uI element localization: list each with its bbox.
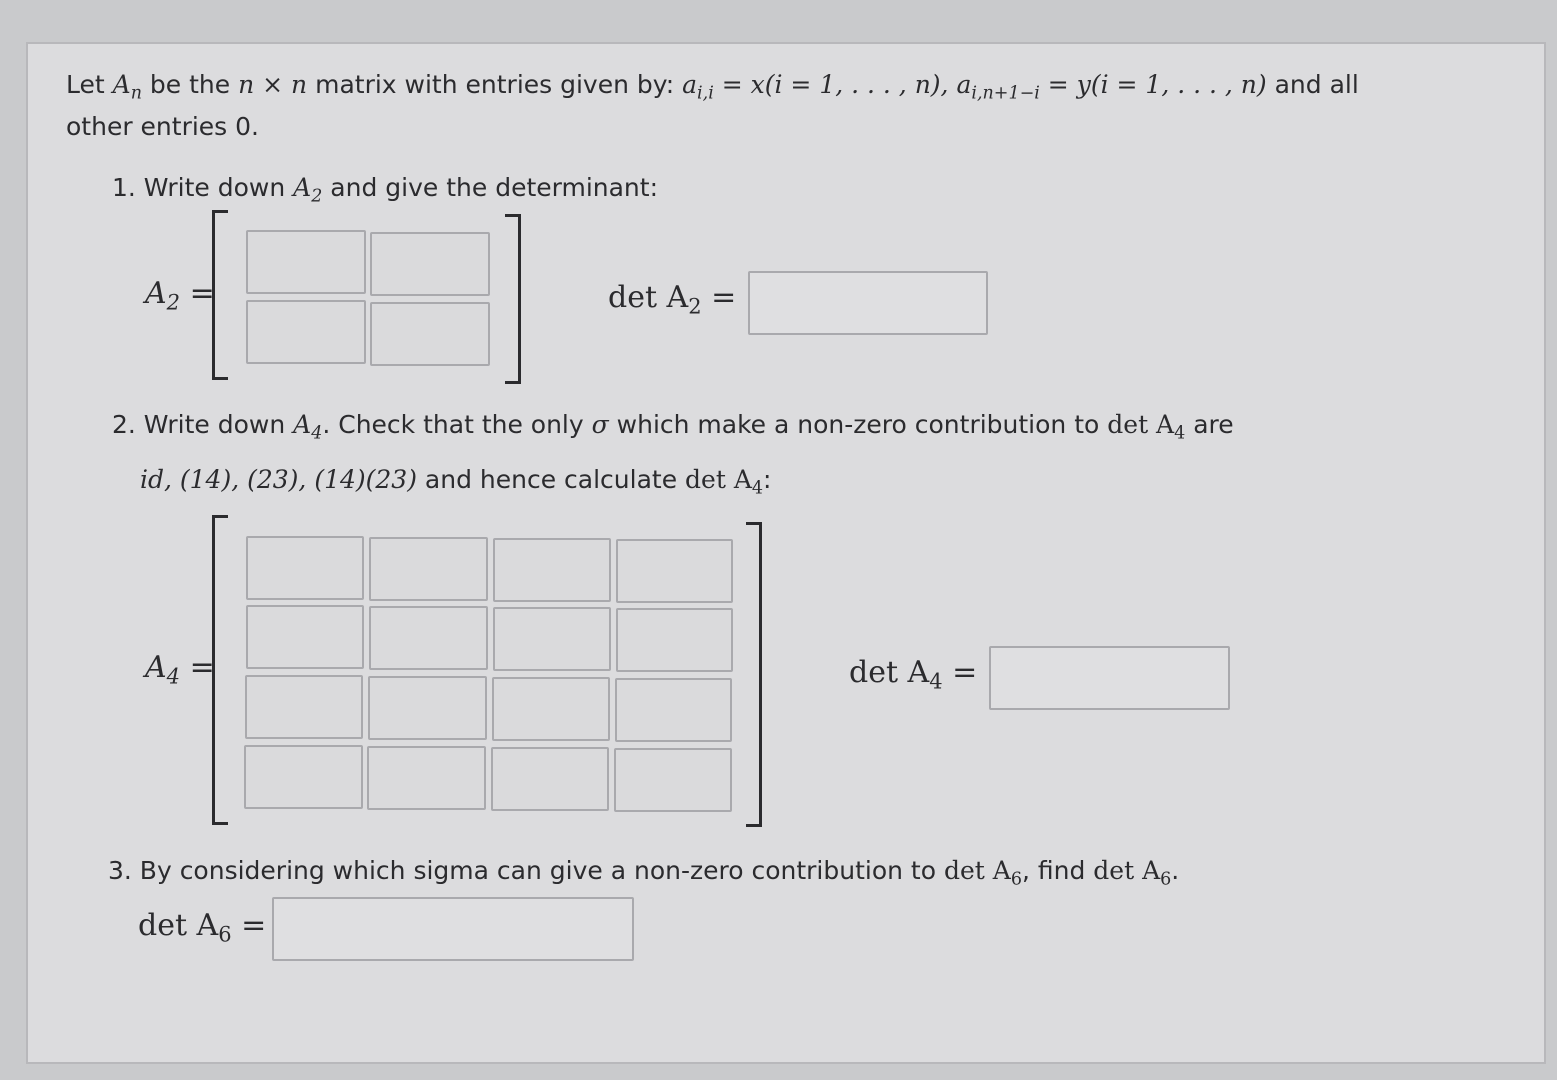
q1-text: and give the determinant: <box>322 173 659 202</box>
a4-cell-1-4[interactable] <box>616 539 733 603</box>
math-a: a <box>682 70 698 99</box>
intro-line-1 <box>66 70 1359 103</box>
a4-matrix-label <box>145 650 215 688</box>
math-subscript: i,n+1−i <box>971 83 1040 104</box>
det-a2-label <box>608 280 736 318</box>
q1-text: 1. Write down <box>112 173 294 202</box>
intro-text: other entries 0. <box>66 112 260 141</box>
q1-prompt <box>112 173 658 206</box>
intro-text: and all <box>1266 70 1359 99</box>
math-equation: = y(i = 1, . . . , n) <box>1039 70 1267 99</box>
math-A: A <box>293 173 312 202</box>
equals-sign: = <box>180 650 215 685</box>
math-subscript: 6 <box>1160 869 1172 890</box>
math-subscript: n <box>130 83 142 104</box>
a4-cell-1-3[interactable] <box>493 538 611 602</box>
a4-cell-4-3[interactable] <box>491 747 609 811</box>
math-subscript: 4 <box>1174 423 1186 444</box>
a2-cell-1-2[interactable] <box>370 232 490 296</box>
math-subscript: 2 <box>688 294 702 319</box>
intro-text: Let <box>66 70 113 99</box>
q2-text: and hence calculate <box>416 465 686 494</box>
math-det: det A <box>943 856 1011 885</box>
math-A: A <box>145 650 167 685</box>
equals-sign: = <box>180 276 215 311</box>
a4-cell-3-1[interactable] <box>245 675 363 739</box>
math-subscript: 6 <box>1010 869 1022 890</box>
right-bracket <box>505 214 521 384</box>
math-A: A <box>145 276 167 311</box>
math-det: det A <box>1107 410 1175 439</box>
q3-text: , find <box>1021 856 1094 885</box>
math-A: A <box>112 70 131 99</box>
q3-text: 3. By considering which sigma can give a non-zero contribution to <box>108 856 944 885</box>
math-permutations: id, (14), (23), (14)(23) <box>140 465 417 494</box>
a4-cell-2-1[interactable] <box>246 605 364 669</box>
a4-cell-2-3[interactable] <box>493 607 611 671</box>
math-sigma: σ <box>591 410 609 439</box>
intro-text: matrix with entries given by: <box>307 70 683 99</box>
q2-text: 2. Write down <box>112 410 294 439</box>
a4-cell-4-2[interactable] <box>367 746 486 810</box>
a4-cell-3-3[interactable] <box>492 677 610 741</box>
math-subscript: 4 <box>311 423 323 444</box>
det-a6-input[interactable] <box>272 897 634 961</box>
a4-cell-4-1[interactable] <box>244 745 363 809</box>
math-subscript: i,i <box>697 83 714 104</box>
q2-text: : <box>763 465 772 494</box>
q2-text: . Check that the only <box>322 410 592 439</box>
a2-cell-2-2[interactable] <box>370 302 490 366</box>
a4-cell-2-4[interactable] <box>616 608 733 672</box>
a4-cell-2-2[interactable] <box>369 606 488 670</box>
a4-cell-3-2[interactable] <box>368 676 487 740</box>
det-a4-label <box>849 655 977 693</box>
a4-cell-3-4[interactable] <box>615 678 732 742</box>
math-subscript: 4 <box>929 669 943 694</box>
intro-text: be the <box>141 70 239 99</box>
det-a6-label <box>138 908 266 946</box>
q3-prompt <box>108 856 1179 889</box>
math-A: A <box>293 410 312 439</box>
math-subscript: 4 <box>751 478 764 499</box>
equals-sign: = <box>701 280 737 315</box>
math-subscript: 6 <box>218 922 232 947</box>
q2-prompt-line-1 <box>112 410 1234 443</box>
q2-text: are <box>1185 410 1234 439</box>
a4-cell-1-2[interactable] <box>369 537 488 601</box>
equals-sign: = <box>231 908 267 943</box>
intro-line-2 <box>66 112 259 141</box>
math-det: det A <box>1093 856 1161 885</box>
det-text: det A <box>608 280 689 315</box>
math-subscript: 2 <box>166 290 181 315</box>
math-equation: = x(i = 1, . . . , n), <box>713 70 957 99</box>
a4-cell-1-1[interactable] <box>246 536 364 600</box>
left-bracket <box>212 515 228 825</box>
math-det: det A <box>685 465 752 494</box>
q2-text: which make a non-zero contribution to <box>608 410 1108 439</box>
q3-text: . <box>1171 856 1180 885</box>
math-subscript: 2 <box>311 186 323 207</box>
a4-cell-4-4[interactable] <box>614 748 732 812</box>
a2-cell-1-1[interactable] <box>246 230 366 294</box>
a2-cell-2-1[interactable] <box>246 300 366 364</box>
det-a4-input[interactable] <box>989 646 1230 710</box>
q2-prompt-line-2 <box>140 465 771 498</box>
equals-sign: = <box>942 655 978 690</box>
math-nxn: n × n <box>238 70 308 99</box>
a2-matrix-label <box>145 276 215 314</box>
math-subscript: 4 <box>166 664 181 689</box>
det-a2-input[interactable] <box>748 271 988 335</box>
left-bracket <box>212 210 228 380</box>
right-bracket <box>746 522 762 827</box>
math-a: a <box>956 70 972 99</box>
det-text: det A <box>138 908 219 943</box>
det-text: det A <box>849 655 930 690</box>
